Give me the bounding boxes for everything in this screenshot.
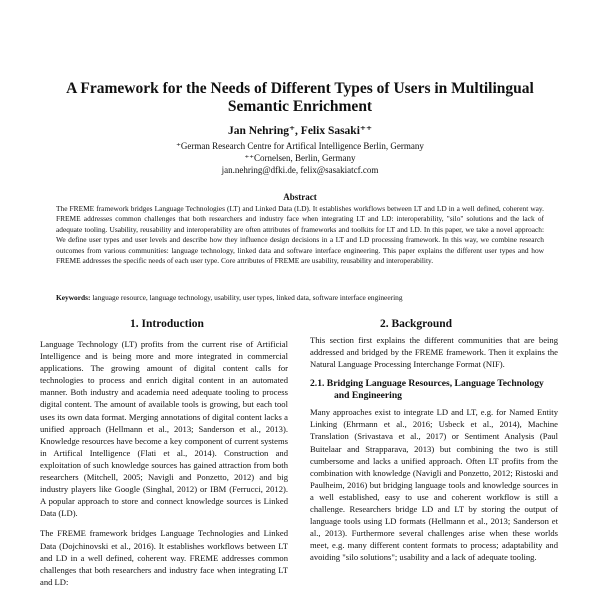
subsection-heading: 2.1. Bridging Language Resources, Language Technology and Engineering xyxy=(310,378,544,402)
intro-paragraph-1: Language Technology (LT) profits from the current rise of Artificial Intelligence and is being more and more integrated in commercial applications. The growing amount of digital content calls for technologies to process and enrich digital content in an automated manner. Both industry and academia need adequate tooling to process digital content. The amount of available tools is growing, but each tool uses its own data format. Merging annotations of digital content lacks a unified approach (Hellmann et al., 2013; Sanderson et al., 2013). Knowledge resources have become a key component of current systems in Artifical Intelligence (Flati et al., 2014). Construction and exploitation of such knowledge sources has gained attraction from both researchers (Mitchell, 2005; Navigli and Ponzetto, 2012) and big industry players like Google (Singhal, 2012) or IBM (Ferrucci, 2012). A popular approach to store and connect knowledge sources is Linked Data (LD). xyxy=(40,339,288,519)
paper-title: A Framework for the Needs of Different Types of Users in Multilingual Semantic Enrichment xyxy=(66,80,534,115)
intro-paragraph-2: The FREME framework bridges Language Technologies and Linked Data (Dojchinovski et al., 2016). It establishes workflows between LT and LD in a well defined, coherent way. FREME addresses common challenges that both researchers and industry face when integrating LT and LD: xyxy=(40,528,288,587)
right-column xyxy=(310,334,558,572)
section-2-heading: 2. Background xyxy=(380,318,453,330)
keywords-list: language resource, language technology, usability, user types, linked data, software interface engineering xyxy=(92,293,403,302)
keywords xyxy=(56,293,544,303)
section-1-heading: 1. Introduction xyxy=(130,318,204,330)
background-paragraph: This section first explains the different communities that are being addressed and bridged by the FREME framework. Then it explains the Natural Language Processing Interchange Format (NIF). xyxy=(310,335,558,370)
abstract-text: The FREME framework bridges Language Technologies (LT) and Linked Data (LD). It establishes workflows between LT and LD in a well defined, coherent way. FREME addresses common challenges that both researchers and industry face when integrating LT and LD: interoperability, "silo" solutions and the lack of adequate tooling. Usability, reusability and interoperability are often attributes of frameworks and toolkits for LT and LD. In this paper, we take a novel approach: We define user types and user levels and describe how they influence design decisions in a LT and LD processing framework. In this way, we combine research outcomes from various communities: language technology, linked data and software interface engineering. This paper explains the different user types and how FREME addresses the specific needs of each user type. Core attributes of FREME are usability, reusability and interoperability. xyxy=(56,204,544,266)
authors: Jan Nehring⁺, Felix Sasaki⁺⁺ xyxy=(227,125,373,137)
abstract-heading: Abstract xyxy=(283,192,317,202)
keywords-label: Keywords: xyxy=(56,293,91,302)
left-column xyxy=(40,338,288,596)
affiliation-1: ⁺German Research Centre for Artifical Intelligence Berlin, Germany xyxy=(176,141,424,151)
author-emails: jan.nehring@dfki.de, felix@sasakiatcf.com xyxy=(221,165,379,175)
affiliation-2: ⁺⁺Cornelsen, Berlin, Germany xyxy=(244,153,356,163)
subsection-paragraph: Many approaches exist to integrate LD and LT, e.g. for Named Entity Linking (Ehrmann et al., 2016; Usbeck et al., 2014), Machine Translation (Srivastava et al., 2017) or Sentiment Analysis (Paul Buitelaar and Strapparava, 2013) but combining the two is still cumbersome and lacks a unified approach. Often LT profits from the combination with knowledge (Navigli and Ponzetto, 2012; Ristoski and Paulheim, 2016) but bridging language tools and knowledge sources in a well established, easy to use and coherent workflow is still a challenge. Researchers bridge LD and LT by storing the output of language tools using LD formats (Hellmann et al., 2013; Sanderson et al., 2013). Furthermore several challenges arise when these worlds meet, e.g. many different content formats to process; adaptability and avoiding "silo solutions"; usability and a lack of adequate tooling. xyxy=(310,407,558,563)
